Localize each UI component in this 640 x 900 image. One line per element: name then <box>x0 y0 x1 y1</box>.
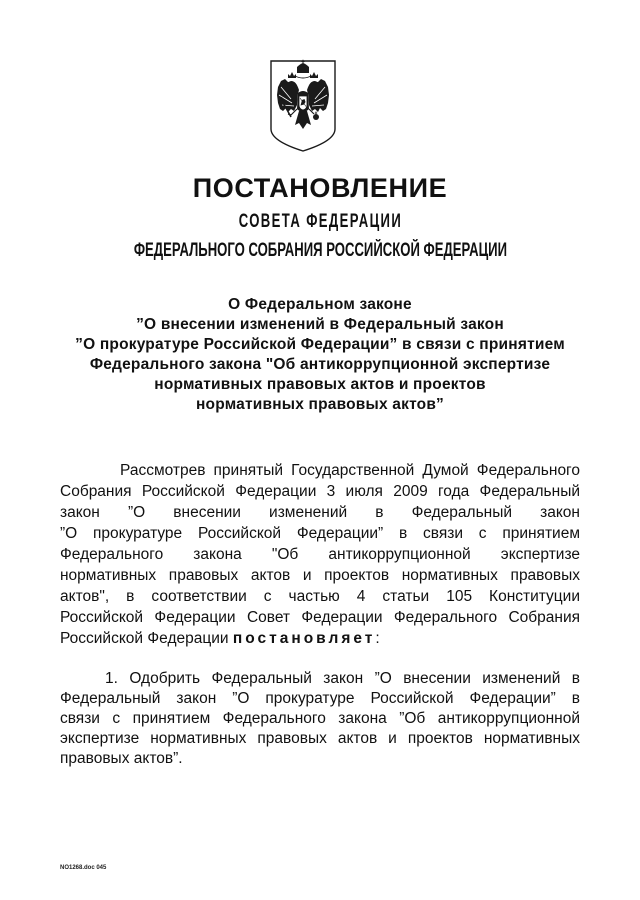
preamble-last-line-text: Российской Федерации <box>60 630 229 647</box>
preamble-line: актов", в соответствии с частью 4 статьи 105 Конституции <box>60 588 580 605</box>
eagle-tail <box>295 111 311 129</box>
issuer-line-2 <box>0 240 640 262</box>
orb-cross <box>315 112 317 115</box>
crown-ribbon <box>295 76 311 78</box>
scepter-knob <box>279 97 282 100</box>
eagle-icon <box>277 60 329 129</box>
large-crown <box>297 63 309 73</box>
clause-line: правовых актов”. <box>60 750 183 767</box>
subject-block <box>0 295 640 415</box>
issuer-line-1-text: СОВЕТА ФЕДЕРАЦИИ <box>238 211 402 232</box>
subject-line: ”О внесении изменений в Федеральный закон <box>136 316 504 333</box>
preamble-paragraph <box>60 460 580 649</box>
coat-of-arms-svg <box>269 59 337 153</box>
operative-keyword-colon: : <box>375 630 380 647</box>
orb <box>313 114 319 120</box>
small-crown-right <box>310 72 318 78</box>
operative-keyword: постановляет <box>232 630 376 647</box>
preamble-last-line <box>60 628 580 649</box>
subject-line: нормативных правовых актов” <box>196 396 444 413</box>
subject-line: нормативных правовых актов и проектов <box>154 376 486 393</box>
preamble-line: нормативных правовых актов и проектов нормативных правовых <box>60 567 580 584</box>
subject-line: ”О прокуратуре Российской Федерации” в связи с принятием <box>75 336 565 353</box>
clause-line: экспертизе нормативных правовых актов и проектов нормативных <box>60 730 580 747</box>
clause-line: Федеральный закон ”О прокуратуре Российской Федерации” в <box>60 690 580 707</box>
document-title: ПОСТАНОВЛЕНИЕ <box>192 173 448 203</box>
footer-file-code: NO1268.doc 045 <box>60 865 107 871</box>
clause-1 <box>60 669 580 769</box>
preamble-line: Российской Федерации Совет Федерации Федерального Собрания <box>60 609 580 626</box>
subject-line: Федерального закона "Об антикоррупционной экспертизе <box>89 356 551 373</box>
coat-of-arms-icon <box>269 59 337 153</box>
preamble-line: ”О прокуратуре Российской Федерации” в связи с принятием <box>60 525 580 542</box>
clause-line: связи с принятием Федерального закона ”Об антикоррупционной <box>60 710 580 727</box>
preamble-line: Федерального закона "Об антикоррупционной экспертизе <box>60 546 580 563</box>
preamble-line: закон ”О внесении изменений в Федеральный закон <box>60 504 580 521</box>
clause-line: 1. Одобрить Федеральный закон ”О внесении изменений в <box>105 670 580 687</box>
issuer-line-1 <box>0 211 640 233</box>
subject-line: О Федеральном законе <box>228 296 412 313</box>
issuer-line-2-text: ФЕДЕРАЛЬНОГО СОБРАНИЯ РОССИЙСКОЙ ФЕДЕРАЦИИ <box>133 240 507 261</box>
preamble-line: Рассмотрев принятый Государственной Думой Федерального <box>120 462 580 479</box>
preamble-line: Собрания Российской Федерации 3 июля 2009 года Федеральный <box>60 483 580 500</box>
small-crown-left <box>288 72 296 78</box>
